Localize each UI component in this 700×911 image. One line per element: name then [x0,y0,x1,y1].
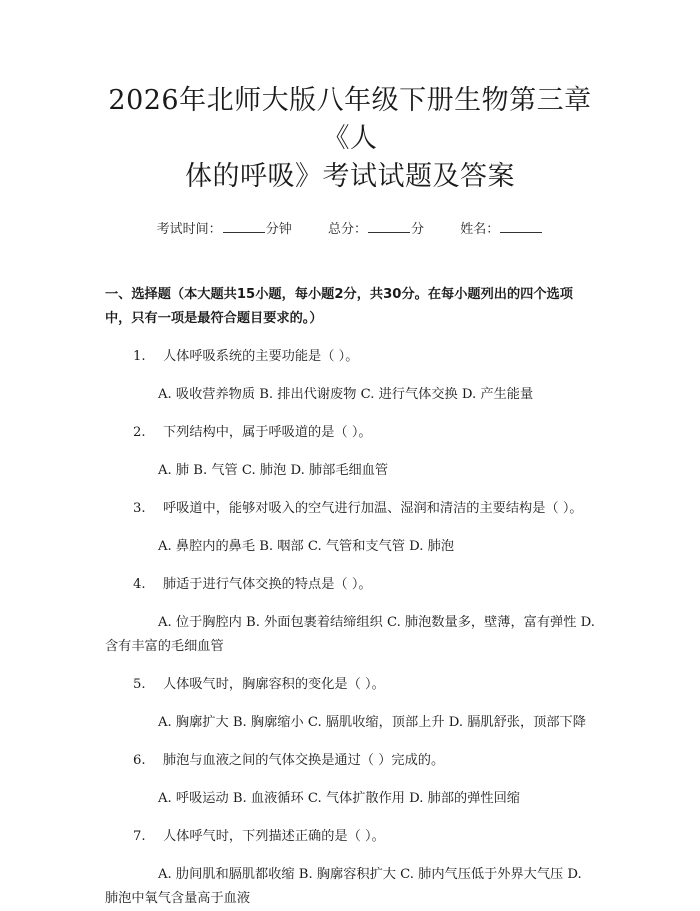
time-label: 考试时间： [156,222,222,237]
title-line-2: 体的呼吸》考试试题及答案 [185,161,515,192]
question-number: 2. [133,425,146,440]
question-stem [105,497,595,521]
question-options: A. 肺 B. 气管 C. 肺泡 D. 肺部毛细血管 [158,463,389,478]
question-text: 呼吸道中，能够对吸入的空气进行加温、湿润和清洁的主要结构是（ ）。 [163,501,583,516]
question-stem [105,749,595,773]
score-unit: 分 [411,222,425,237]
time-unit: 分钟 [265,222,292,237]
question-options: A. 肋间肌和膈肌都收缩 B. 胸廓容积扩大 C. 肺内气压低于外界大气压 D. 肺泡中氧气含量高于血液 [105,867,582,906]
question-text: 肺泡与血液之间的气体交换是通过（ ）完成的。 [163,753,445,768]
question-stem [105,825,595,849]
question-item [105,421,595,483]
question-stem [105,421,595,445]
question-item [105,497,595,559]
question-options: A. 胸廓扩大 B. 胸廓缩小 C. 膈肌收缩，顶部上升 D. 膈肌舒张，顶部下降 [158,715,586,730]
question-number: 6. [133,753,146,768]
score-blank [368,220,410,233]
question-text: 肺适于进行气体交换的特点是（ ）。 [163,577,372,592]
name-blank [500,220,542,233]
question-item [105,825,595,911]
question-number: 7. [133,829,146,844]
question-text: 人体吸气时，胸廓容积的变化是（ ）。 [163,677,385,692]
document-title [105,0,595,196]
question-number: 4. [133,577,146,592]
title-line-1: 2026年北师大版八年级下册生物第三章《人 [108,85,592,154]
question-item [105,749,595,811]
name-label: 姓名： [460,222,500,237]
question-text: 人体呼气时，下列描述正确的是（ ）。 [163,829,385,844]
question-stem [105,573,595,597]
question-number: 1. [133,349,146,364]
question-text: 人体呼吸系统的主要功能是（ ）。 [163,349,359,364]
question-options: A. 呼吸运动 B. 血液循环 C. 气体扩散作用 D. 肺部的弹性回缩 [158,791,520,806]
question-options: A. 吸收营养物质 B. 排出代谢废物 C. 进行气体交换 D. 产生能量 [158,387,534,402]
score-label: 总分： [327,222,367,237]
question-options: A. 鼻腔内的鼻毛 B. 咽部 C. 气管和支气管 D. 肺泡 [158,539,455,554]
question-options: A. 位于胸腔内 B. 外面包裹着结缔组织 C. 肺泡数量多，壁薄，富有弹性 D. 含有丰富的毛细血管 [105,615,595,654]
question-item [105,673,595,735]
section-heading: 一、选择题（本大题共15小题，每小题2分，共30分。在每小题列出的四个选项中，只有一项是最符合题目要求的。） [105,287,573,326]
time-blank [223,220,265,233]
question-stem [105,673,595,697]
question-number: 5. [133,677,146,692]
exam-meta [105,220,595,239]
question-number: 3. [133,501,146,516]
question-item [105,345,595,407]
question-stem [105,345,595,369]
question-text: 下列结构中，属于呼吸道的是（ ）。 [163,425,372,440]
question-item [105,573,595,659]
